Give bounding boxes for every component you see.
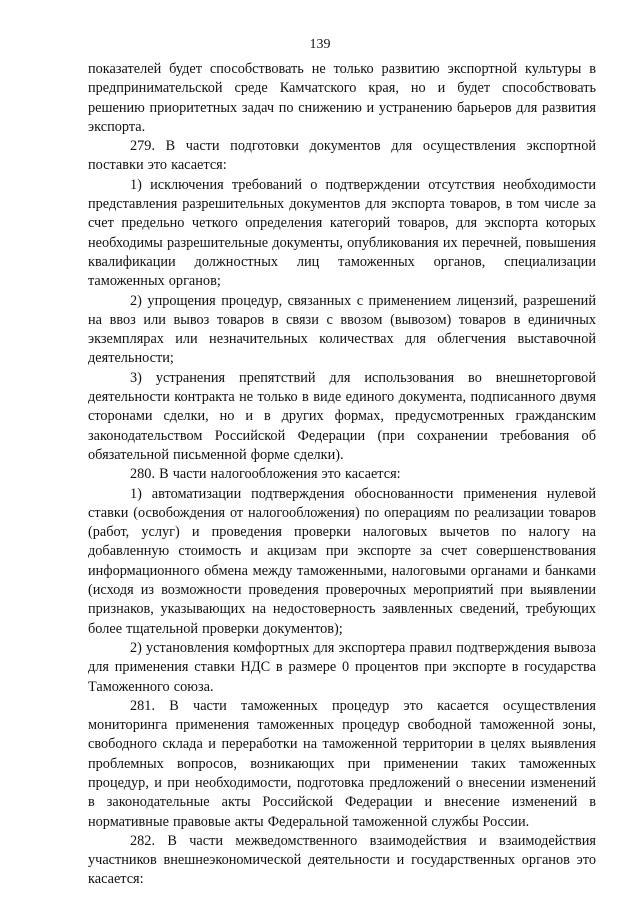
paragraph-279-item-2: 2) упрощения процедур, связанных с применением лицензий, разрешений на ввоз или вывоз товаров в связи с ввозом (вывозом) товаров в единичных экземплярах или незначительных количествах для облегчения выставочной деятельности; [88, 292, 596, 367]
paragraph-280-item-1: 1) автоматизации подтверждения обоснованности применения нулевой ставки (освобождения от налогообложения) по операциям по реализации товаров (работ, услуг) и проведения проверки налоговых вычетов по налогу на добавленную стоимость и акцизам при экспорте за счет совершенствования информационного обмена между таможенными, налоговыми органами и банками (исходя из возможности проведения проверочных мероприятий при выявлении признаков, указывающих на недостоверность заявленных сведений, требующих более тщательной проверки документов); [88, 485, 596, 637]
paragraph-279-heading: 279. В части подготовки документов для осуществления экспортной поставки это касается: [88, 138, 596, 174]
page-number: 139 [309, 37, 331, 52]
body-text [88, 60, 596, 890]
paragraph-282-heading: 282. В части межведомственного взаимодействия и взаимодействия участников внешнеэкономической деятельности и государственных органов это касается: [88, 832, 596, 888]
paragraph-280-item-2: 2) установления комфортных для экспортера правил подтверждения вывоза для применения ставки НДС в размере 0 процентов при экспорте в государства Таможенного союза. [88, 639, 596, 695]
paragraph-281: 281. В части таможенных процедур это касается осуществления мониторинга применения таможенных процедур свободной таможенной зоны, свободного склада и переработки на таможенной территории в целях выявления проблемных вопросов, возникающих при применении таких таможенных процедур, и при необходимости, подготовка предложений о внесении изменений в законодательные акты Российской Федерации и внесение изменений в нормативные правовые акты Федеральной таможенной службы России. [88, 697, 596, 830]
paragraph-279-item-3: 3) устранения препятствий для использования во внешнеторговой деятельности контракта не только в виде единого документа, подписанного двумя сторонами сделки, но и в других формах, предусмотренных гражданским законодательством Российской Федерации (при сохранении требования об обязательной письменной форме сделки). [88, 369, 596, 463]
paragraph-continuation: показателей будет способствовать не только развитию экспортной культуры в предпринимательской среде Камчатского края, но и будет способствовать решению приоритетных задач по снижению и устранению барьеров для развития экспорта. [88, 61, 596, 135]
paragraph-279-item-1: 1) исключения требований о подтверждении отсутствия необходимости представления разрешительных документов для экспорта товаров, в том числе за счет предельно четкого определения категорий товаров, для экспорта которых необходимы разрешительные документы, опубликования их перечней, повышения квалификации должностных лиц таможенных органов, специализации таможенных органов; [88, 176, 596, 290]
paragraph-280-heading: 280. В части налогообложения это касается: [130, 466, 401, 483]
